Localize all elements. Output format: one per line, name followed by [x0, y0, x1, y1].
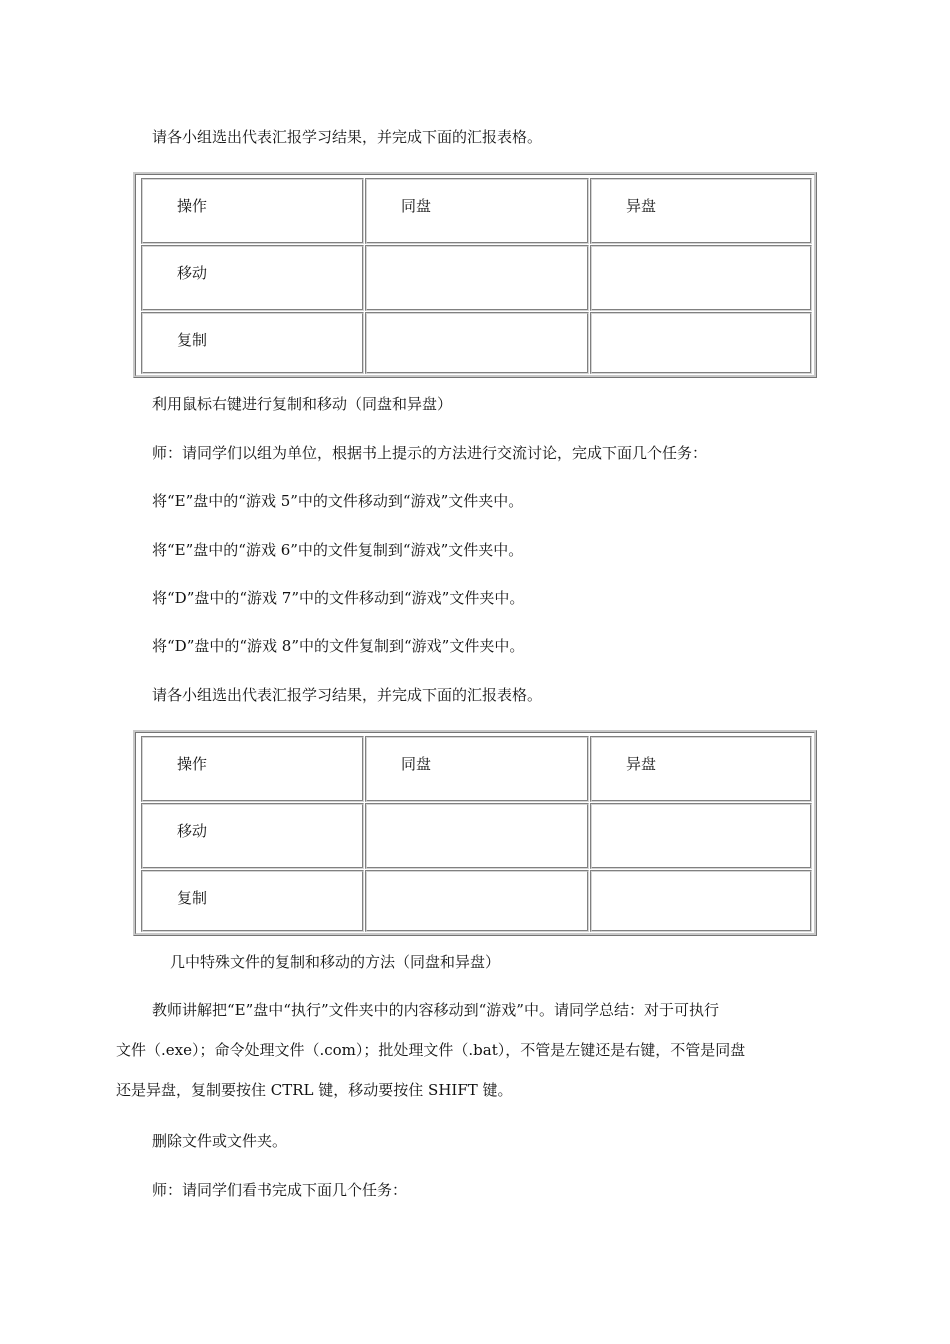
paragraph-teacher-explanation — [116, 1000, 842, 1120]
header-same-disk: 同盘 — [401, 755, 432, 773]
paragraph-line: 教师讲解把“E”盘中“执行”文件夹中的内容移动到“游戏”中。请同学总结：对于可执行 — [152, 1001, 719, 1019]
table-row-label-cell — [141, 312, 364, 374]
table-cell — [590, 870, 812, 932]
header-same-disk: 同盘 — [401, 197, 432, 215]
paragraph-line: 文件（.exe）；命令处理文件（.com）；批处理文件（.bat），不管是左键还是右键，不管是同盘 — [116, 1041, 746, 1059]
row-label-move: 移动 — [177, 822, 208, 840]
header-different-disk: 异盘 — [626, 755, 657, 773]
header-operation: 操作 — [177, 197, 208, 215]
task-item-4: 将“D”盘中的“游戏 8”中的文件复制到“游戏”文件夹中。 — [152, 637, 525, 655]
row-label-move: 移动 — [177, 264, 208, 282]
table-header-cell — [590, 736, 812, 802]
table-cell — [590, 803, 812, 869]
task-item-2: 将“E”盘中的“游戏 6”中的文件复制到“游戏”文件夹中。 — [152, 541, 524, 559]
table-cell — [365, 870, 589, 932]
table-header-cell — [590, 178, 812, 244]
heading-right-click-copy-move: 利用鼠标右键进行复制和移动（同盘和异盘） — [152, 395, 453, 413]
task-item-1: 将“E”盘中的“游戏 5”中的文件移动到“游戏”文件夹中。 — [152, 492, 524, 510]
row-label-copy: 复制 — [177, 889, 208, 907]
table-row-label-cell — [141, 870, 364, 932]
table-row-label-cell — [141, 803, 364, 869]
task-item-3: 将“D”盘中的“游戏 7”中的文件移动到“游戏”文件夹中。 — [152, 589, 525, 607]
table-cell — [365, 312, 589, 374]
table-cell — [590, 245, 812, 311]
table-header-cell — [365, 736, 589, 802]
paragraph-report-instruction-2: 请各小组选出代表汇报学习结果，并完成下面的汇报表格。 — [152, 686, 543, 704]
paragraph-line: 还是异盘，复制要按住 CTRL 键，移动要按住 SHIFT 键。 — [116, 1081, 513, 1099]
table-header-cell — [141, 736, 364, 802]
paragraph-teacher-task-intro: 师：请同学们以组为单位，根据书上提示的方法进行交流讨论，完成下面几个任务： — [152, 444, 708, 462]
header-operation: 操作 — [177, 755, 208, 773]
table-cell — [365, 803, 589, 869]
table-cell — [590, 312, 812, 374]
table-header-cell — [141, 178, 364, 244]
report-table-1 — [133, 172, 817, 378]
row-label-copy: 复制 — [177, 331, 208, 349]
paragraph-report-instruction-1: 请各小组选出代表汇报学习结果，并完成下面的汇报表格。 — [152, 128, 543, 146]
header-different-disk: 异盘 — [626, 197, 657, 215]
table-header-cell — [365, 178, 589, 244]
table-row-label-cell — [141, 245, 364, 311]
report-table-2 — [133, 730, 817, 936]
paragraph-teacher-read-book: 师：请同学们看书完成下面几个任务： — [152, 1181, 408, 1199]
heading-delete-files: 删除文件或文件夹。 — [152, 1132, 288, 1150]
heading-special-files-copy-move: 几中特殊文件的复制和移动的方法（同盘和异盘） — [170, 953, 501, 971]
table-cell — [365, 245, 589, 311]
